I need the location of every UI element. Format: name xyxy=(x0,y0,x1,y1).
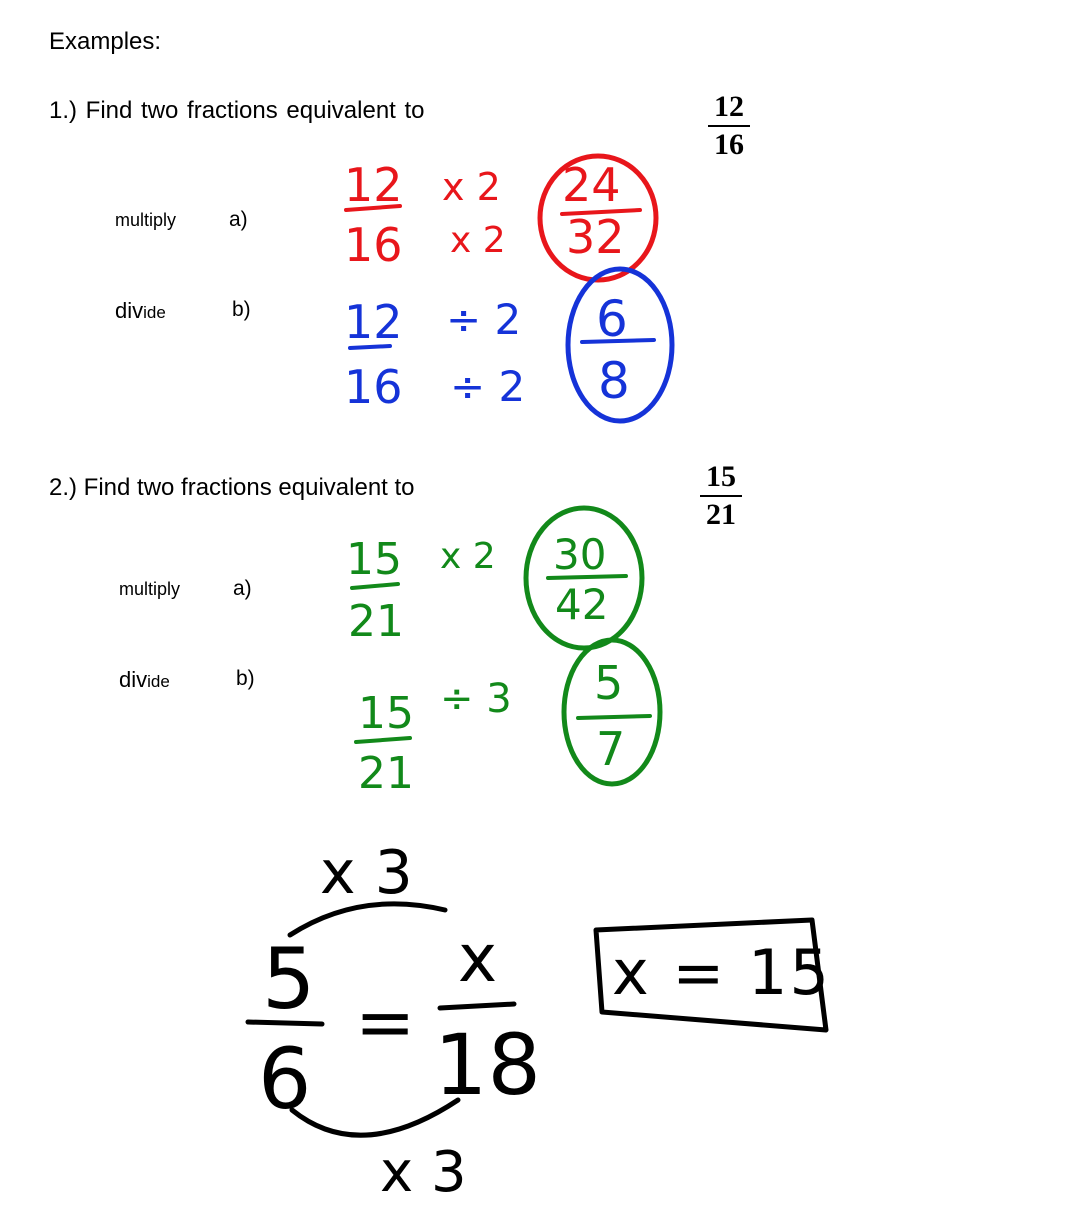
work-1a-denominator: 16 xyxy=(344,218,403,272)
bottom-op-bottom: x 3 xyxy=(380,1140,467,1205)
answer-circle xyxy=(568,269,672,421)
problem-2a-label: a) xyxy=(233,577,252,600)
problem-1a-label: a) xyxy=(229,208,248,231)
bottom-left-numerator: 5 xyxy=(262,930,316,1028)
bottom-left-denominator: 6 xyxy=(258,1030,312,1128)
problem-1a-method: multiply xyxy=(115,210,177,230)
fraction-bar xyxy=(352,584,398,588)
work-1a-op-bottom: x 2 xyxy=(450,220,506,261)
bottom-equals: = xyxy=(355,980,416,1064)
work-1b-answer-numerator: 6 xyxy=(596,290,628,348)
problem-2b-method-tail: ide xyxy=(147,672,170,691)
problem-1b-method-tail: ide xyxy=(143,303,166,322)
problem-2b-method-main: div xyxy=(119,667,148,692)
problem-1-fraction-denominator: 16 xyxy=(714,128,744,161)
fraction-bar xyxy=(356,738,410,742)
work-1a-answer-numerator: 24 xyxy=(562,158,621,212)
bottom-right-denominator: 18 xyxy=(434,1016,541,1114)
work-2b-denominator: 21 xyxy=(358,748,414,799)
bottom-arc xyxy=(292,1100,458,1135)
work-2a-answer-denominator: 42 xyxy=(555,580,609,629)
work-1b-answer-denominator: 8 xyxy=(598,352,630,410)
fraction-bar xyxy=(582,340,654,342)
bottom-op-top: x 3 xyxy=(320,838,413,908)
work-1b-op-bottom: ÷ 2 xyxy=(450,362,526,411)
fraction-bar xyxy=(248,1022,322,1024)
fraction-bar xyxy=(350,346,390,348)
work-1a-answer-denominator: 32 xyxy=(566,210,625,264)
page-title: Examples: xyxy=(49,28,162,55)
fraction-bar xyxy=(346,206,400,210)
work-2b-op-top: ÷ 3 xyxy=(440,676,512,722)
fraction-bar xyxy=(578,716,650,718)
work-2a-denominator: 21 xyxy=(348,596,404,647)
work-1b-numerator: 12 xyxy=(344,295,403,349)
fraction-bar xyxy=(562,210,640,214)
fraction-bar xyxy=(440,1004,514,1008)
problem-1-prompt: 1.) Find two fractions equivalent to xyxy=(49,97,425,124)
work-2b-answer-numerator: 5 xyxy=(594,656,624,710)
problem-2a-method: multiply xyxy=(119,579,181,599)
work-1b-denominator: 16 xyxy=(344,360,403,414)
work-2b-numerator: 15 xyxy=(358,688,414,739)
work-2a-numerator: 15 xyxy=(346,534,402,585)
work-2a-answer-numerator: 30 xyxy=(553,530,607,579)
bottom-answer: x = 15 xyxy=(612,936,831,1009)
problem-1b-method-main: div xyxy=(115,298,144,323)
work-2b-answer-denominator: 7 xyxy=(596,722,626,776)
problem-2-fraction-numerator: 15 xyxy=(706,460,736,493)
problem-2b-label: b) xyxy=(236,667,255,690)
bottom-right-numerator: x xyxy=(458,920,498,997)
work-1b-op-top: ÷ 2 xyxy=(446,295,522,344)
fraction-bar xyxy=(548,576,626,578)
problem-2-prompt: 2.) Find two fractions equivalent to xyxy=(49,474,415,501)
problem-1-fraction-numerator: 12 xyxy=(714,90,744,123)
answer-box xyxy=(596,920,826,1030)
work-1a-numerator: 12 xyxy=(344,158,403,212)
problem-1b-label: b) xyxy=(232,298,251,321)
work-2a-op-top: x 2 xyxy=(440,536,496,577)
answer-circle xyxy=(564,640,660,784)
answer-circle xyxy=(540,156,656,280)
work-1a-op-top: x 2 xyxy=(442,165,501,209)
top-arc xyxy=(290,904,445,935)
problem-2-fraction-denominator: 21 xyxy=(706,498,736,531)
